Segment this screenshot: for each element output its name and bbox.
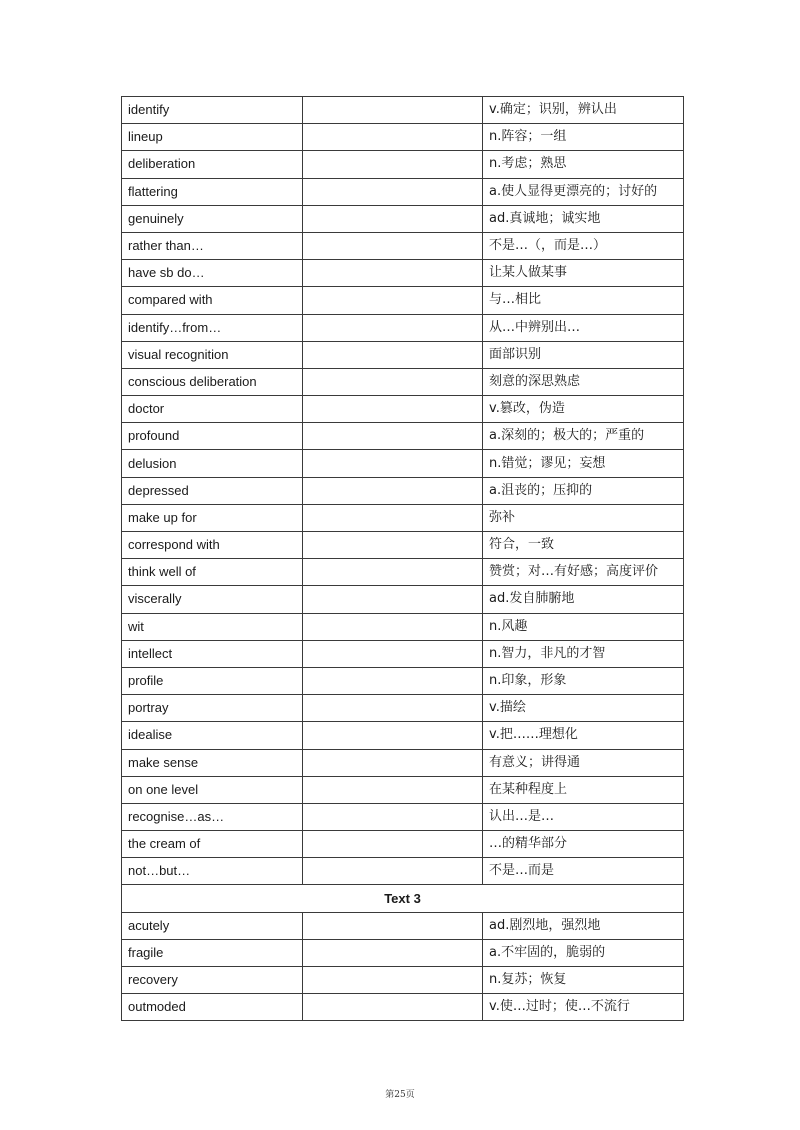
definition-cell: n.印象，形象 xyxy=(483,667,684,694)
definition-cell: a.沮丧的；压抑的 xyxy=(483,477,684,504)
term-cell: deliberation xyxy=(122,151,303,178)
definition-cell: n.阵容；一组 xyxy=(483,124,684,151)
blank-cell xyxy=(302,695,483,722)
definition-cell: v.把……理想化 xyxy=(483,722,684,749)
definition-cell: 从…中辨别出… xyxy=(483,314,684,341)
table-row xyxy=(122,667,684,694)
definition-cell: a.使人显得更漂亮的；讨好的 xyxy=(483,178,684,205)
table-row xyxy=(122,613,684,640)
blank-cell xyxy=(302,423,483,450)
term-cell: profound xyxy=(122,423,303,450)
table-row xyxy=(122,858,684,885)
term-cell: visual recognition xyxy=(122,341,303,368)
definition-cell: n.风趣 xyxy=(483,613,684,640)
term-cell: intellect xyxy=(122,640,303,667)
table-row xyxy=(122,368,684,395)
definition-cell: 弥补 xyxy=(483,504,684,531)
definition-cell: 与…相比 xyxy=(483,287,684,314)
blank-cell xyxy=(302,232,483,259)
term-cell: rather than… xyxy=(122,232,303,259)
term-cell: viscerally xyxy=(122,586,303,613)
table-row xyxy=(122,939,684,966)
term-cell: identify xyxy=(122,97,303,124)
term-cell: not…but… xyxy=(122,858,303,885)
term-cell: genuinely xyxy=(122,205,303,232)
table-row xyxy=(122,967,684,994)
section-title: Text 3 xyxy=(122,885,684,912)
term-cell: correspond with xyxy=(122,532,303,559)
blank-cell xyxy=(302,178,483,205)
blank-cell xyxy=(302,314,483,341)
table-row xyxy=(122,504,684,531)
term-cell: portray xyxy=(122,695,303,722)
definition-cell: 有意义；讲得通 xyxy=(483,749,684,776)
definition-cell: 在某种程度上 xyxy=(483,776,684,803)
vocabulary-table xyxy=(121,96,684,1021)
blank-cell xyxy=(302,831,483,858)
definition-cell: v.使…过时；使…不流行 xyxy=(483,994,684,1021)
blank-cell xyxy=(302,803,483,830)
term-cell: compared with xyxy=(122,287,303,314)
term-cell: acutely xyxy=(122,912,303,939)
blank-cell xyxy=(302,151,483,178)
blank-cell xyxy=(302,667,483,694)
table-row xyxy=(122,450,684,477)
term-cell: have sb do… xyxy=(122,260,303,287)
table-row xyxy=(122,314,684,341)
definition-cell: v.篡改，伪造 xyxy=(483,396,684,423)
section-header-row xyxy=(122,885,684,912)
table-row xyxy=(122,396,684,423)
definition-cell: 让某人做某事 xyxy=(483,260,684,287)
table-row xyxy=(122,776,684,803)
blank-cell xyxy=(302,341,483,368)
table-row xyxy=(122,423,684,450)
definition-cell: 不是…而是 xyxy=(483,858,684,885)
blank-cell xyxy=(302,396,483,423)
term-cell: think well of xyxy=(122,559,303,586)
definition-cell: 面部识别 xyxy=(483,341,684,368)
term-cell: doctor xyxy=(122,396,303,423)
definition-cell: n.智力，非凡的才智 xyxy=(483,640,684,667)
term-cell: conscious deliberation xyxy=(122,368,303,395)
term-cell: wit xyxy=(122,613,303,640)
definition-cell: 赞赏；对…有好感；高度评价 xyxy=(483,559,684,586)
table-row xyxy=(122,205,684,232)
blank-cell xyxy=(302,450,483,477)
term-cell: outmoded xyxy=(122,994,303,1021)
vocabulary-table-body xyxy=(122,97,684,1021)
table-row xyxy=(122,912,684,939)
blank-cell xyxy=(302,368,483,395)
definition-cell: 认出…是… xyxy=(483,803,684,830)
blank-cell xyxy=(302,532,483,559)
term-cell: the cream of xyxy=(122,831,303,858)
table-row xyxy=(122,586,684,613)
term-cell: depressed xyxy=(122,477,303,504)
term-cell: lineup xyxy=(122,124,303,151)
term-cell: on one level xyxy=(122,776,303,803)
blank-cell xyxy=(302,858,483,885)
table-row xyxy=(122,831,684,858)
definition-cell: v.描绘 xyxy=(483,695,684,722)
blank-cell xyxy=(302,722,483,749)
table-row xyxy=(122,97,684,124)
table-row xyxy=(122,341,684,368)
definition-cell: 刻意的深思熟虑 xyxy=(483,368,684,395)
table-row xyxy=(122,994,684,1021)
blank-cell xyxy=(302,640,483,667)
table-row xyxy=(122,477,684,504)
blank-cell xyxy=(302,613,483,640)
table-row xyxy=(122,532,684,559)
blank-cell xyxy=(302,504,483,531)
blank-cell xyxy=(302,939,483,966)
term-cell: make up for xyxy=(122,504,303,531)
blank-cell xyxy=(302,260,483,287)
term-cell: profile xyxy=(122,667,303,694)
table-row xyxy=(122,232,684,259)
page-number: 第25页 xyxy=(385,1090,415,1100)
blank-cell xyxy=(302,559,483,586)
blank-cell xyxy=(302,967,483,994)
blank-cell xyxy=(302,205,483,232)
definition-cell: 符合，一致 xyxy=(483,532,684,559)
table-row xyxy=(122,260,684,287)
table-row xyxy=(122,178,684,205)
term-cell: fragile xyxy=(122,939,303,966)
term-cell: idealise xyxy=(122,722,303,749)
definition-cell: a.不牢固的，脆弱的 xyxy=(483,939,684,966)
definition-cell: n.错觉；谬见；妄想 xyxy=(483,450,684,477)
term-cell: delusion xyxy=(122,450,303,477)
term-cell: recovery xyxy=(122,967,303,994)
term-cell: recognise…as… xyxy=(122,803,303,830)
table-row xyxy=(122,151,684,178)
blank-cell xyxy=(302,477,483,504)
term-cell: identify…from… xyxy=(122,314,303,341)
blank-cell xyxy=(302,776,483,803)
table-row xyxy=(122,287,684,314)
table-row xyxy=(122,695,684,722)
term-cell: make sense xyxy=(122,749,303,776)
definition-cell: …的精华部分 xyxy=(483,831,684,858)
definition-cell: a.深刻的；极大的；严重的 xyxy=(483,423,684,450)
blank-cell xyxy=(302,912,483,939)
table-row xyxy=(122,124,684,151)
blank-cell xyxy=(302,586,483,613)
table-row xyxy=(122,749,684,776)
table-row xyxy=(122,640,684,667)
blank-cell xyxy=(302,97,483,124)
blank-cell xyxy=(302,749,483,776)
definition-cell: ad.真诚地；诚实地 xyxy=(483,205,684,232)
table-row xyxy=(122,722,684,749)
blank-cell xyxy=(302,287,483,314)
blank-cell xyxy=(302,124,483,151)
definition-cell: n.复苏；恢复 xyxy=(483,967,684,994)
blank-cell xyxy=(302,994,483,1021)
table-row xyxy=(122,803,684,830)
definition-cell: ad.发自肺腑地 xyxy=(483,586,684,613)
definition-cell: v.确定；识别，辨认出 xyxy=(483,97,684,124)
definition-cell: 不是…（，而是…） xyxy=(483,232,684,259)
definition-cell: n.考虑；熟思 xyxy=(483,151,684,178)
definition-cell: ad.剧烈地，强烈地 xyxy=(483,912,684,939)
table-row xyxy=(122,559,684,586)
term-cell: flattering xyxy=(122,178,303,205)
